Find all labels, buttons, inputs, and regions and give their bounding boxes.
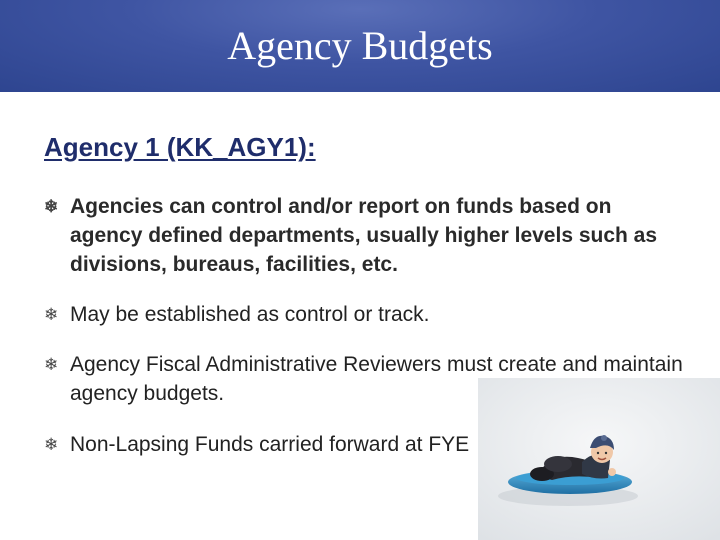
bullet-item [44, 192, 684, 279]
bullet-item [44, 300, 684, 329]
snowflake-icon: ❄ [44, 197, 59, 216]
snowflake-icon: ❄ [44, 435, 59, 454]
snowflake-icon: ❄ [44, 305, 59, 324]
slide-title: Agency Budgets [227, 23, 493, 68]
sledding-child-photo [478, 378, 720, 540]
bullet-text: Agency Fiscal Administrative Reviewers must create and maintain agency budgets. [70, 353, 683, 405]
agency-subtitle: Agency 1 (KK_AGY1): [44, 132, 316, 162]
bullet-text: Agencies can control and/or report on funds based on agency defined departments, usually higher levels such as divisions, bureaus, facilities, etc. [70, 195, 658, 276]
bullet-text: May be established as control or track. [70, 303, 430, 326]
bullet-text: Non-Lapsing Funds carried forward at FYE [70, 433, 470, 456]
bullet-item [44, 430, 484, 459]
snowflake-icon: ❄ [44, 355, 59, 374]
title-bar [0, 0, 720, 92]
sledding-child-illustration [478, 378, 720, 540]
